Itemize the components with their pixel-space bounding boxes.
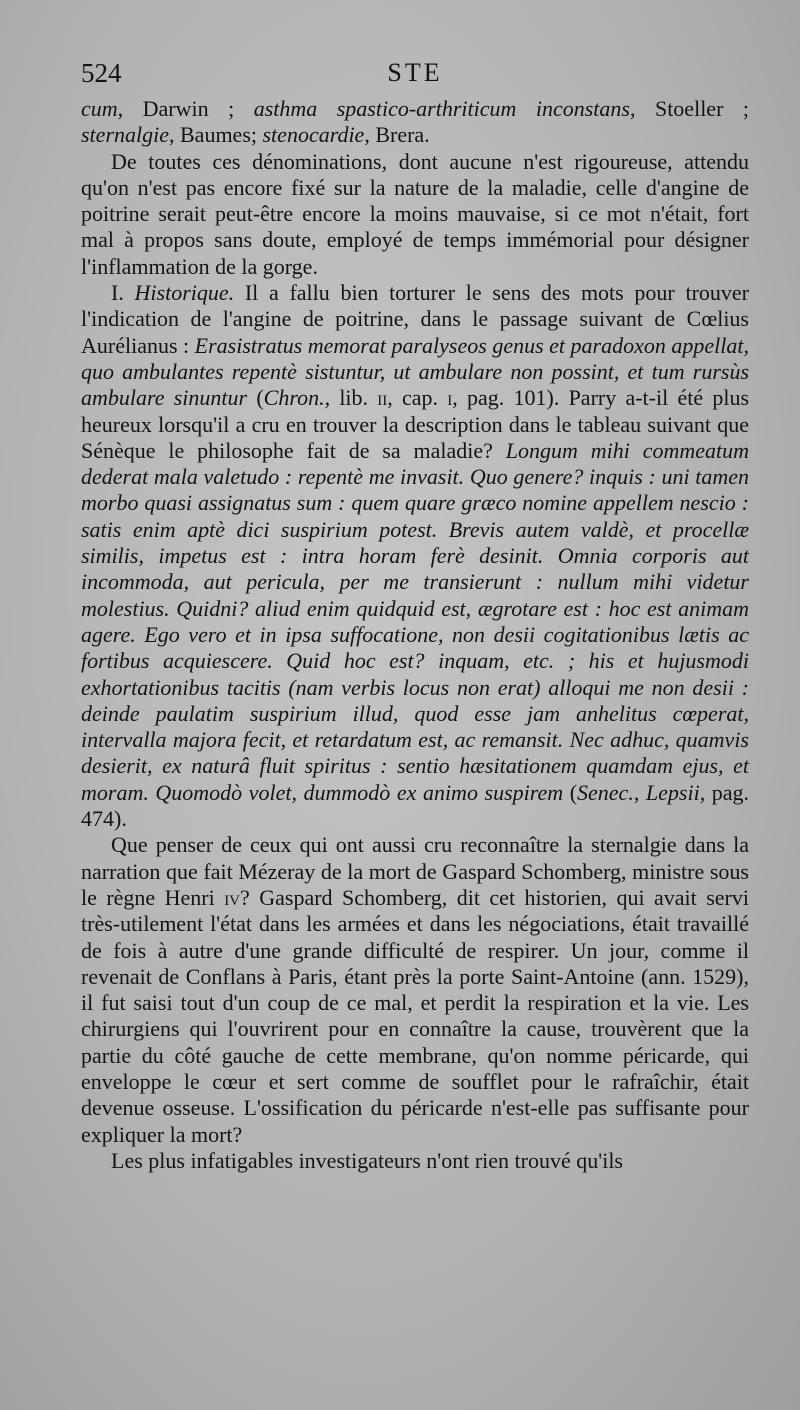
header-title: STE <box>387 58 443 87</box>
text-run: , Darwin ; <box>117 96 254 121</box>
italic-run: sternalgie <box>81 122 169 148</box>
text-run: Il a fallu bien torturer le sens des mots pour trouver l'indication de l'angine de poitrine, dans le passage suivant de Cœlius Aurélianus : <box>81 280 749 358</box>
italic-run: Lepsii <box>645 779 700 805</box>
text-run: , Baumes; <box>169 122 263 148</box>
italic-run: stenocardie <box>262 122 365 148</box>
smallcaps-run: iv <box>224 884 241 910</box>
text-run: ( <box>247 385 264 411</box>
paragraph-investigateurs <box>81 1148 749 1174</box>
paragraph-schomberg <box>81 832 749 1148</box>
text-run: ? Gaspard Schomberg, dit cet historien, qui avait servi très-utilement l'état dans les armées et dans les négociations, était travaillé de fois à autre d'une grande difficulté de respirer. Un jour, comme il revenait de Conflans à Paris, étant près la porte Saint-Antoine (ann. 1529), il fut saisi tout d'un coup de ce mal, et perdit la respiration et la vie. Les chirurgiens qui l'ouvrirent pour en connaître la cause, trouvèrent que la partie du côté gauche de cette membrane, qu'on nomme péricarde, qui enveloppe le cœur et sert comme de soufflet pour le rafraîchir, était devenue osseuse. L'ossification du péricarde n'est-elle pas suffisante pour expliquer la mort? <box>81 884 749 1147</box>
text-run: , lib. <box>324 385 378 411</box>
body-text <box>81 96 749 1174</box>
italic-run: cum <box>81 96 118 121</box>
italic-run: asthma spastico-arthriticum inconstans <box>253 96 630 121</box>
text-run: De toutes ces dénominations, dont aucune n'est rigoureuse, attendu qu'on n'est pas encore fixé sur la nature de la maladie, celle d'angine de poitrine serait peut-être encore la moins mauvaise, si ce mot n'était, fort mal à propos sans doute, employé de temps immémorial pour désigner l'inflammation de la gorge. <box>81 148 749 279</box>
text-run: , Brera. <box>364 122 430 148</box>
italic-run: Chron. <box>263 385 325 411</box>
paragraph-denominations <box>81 149 749 280</box>
text-run: , <box>633 779 646 805</box>
text-run: I. <box>111 280 135 306</box>
text-run: , Stoeller ; <box>629 96 749 121</box>
italic-run: Senec. <box>577 779 634 805</box>
smallcaps-run: i <box>447 385 453 411</box>
text-run: , pag. 101). Parry a-t-il été plus heureux lorsqu'il a cru en trouver la description dans le tableau suivant que Sénèque le philosophe fait de sa maladie? <box>81 385 749 463</box>
page-number: 524 <box>81 58 122 88</box>
text-run: Les plus infatigables investigateurs n'ont rien trouvé qu'ils <box>111 1147 623 1173</box>
paragraph-historique <box>81 280 749 832</box>
text-run: Que penser de ceux qui ont aussi cru reconnaître la sternalgie dans la narration que fait Mézeray de la mort de Gaspard Schomberg, ministre sous le règne Henri <box>81 832 749 910</box>
smallcaps-run: ii <box>377 385 388 411</box>
italic-run: Historique. <box>134 280 235 306</box>
text-run: ( <box>563 779 578 805</box>
running-head <box>81 58 749 98</box>
text-run: , cap. <box>387 385 448 411</box>
italic-run: Longum mihi commeatum dederat mala valetudo : repentè me invasit. Quo genere? inquis : uni tamen morbo quasi assignatus sum : quem quare græco nomine appellem nescio : satis enim aptè dici suspirium potest. Brevis autem valdè, et procellæ similis, impetus est : intra horam ferè desinit. Omnia corporis aut incommoda, aut pericula, per me transierunt : nullum mihi videtur molestius. Quidni? aliud enim quidquid est, ægrotare est : hoc est animam agere. Ego vero et in ipsa suffocatione, non desii cogitationibus lætis ac fortibus acquiescere. Quid hoc est? inquam, etc. ; his et hujusmodi exhortationibus tacitis (nam verbis locus non erat) alloqui me non desii : deinde paulatim suspirium illud, quod esse jam anhelitus cœperat, intervalla majora fecit, et retardatum est, ac remansit. Nec adhuc, quamvis desierit, ex naturâ fluit spiritus : sentio hæsitationem quamdam ejus, et moram. Quomodò volet, dummodò ex animo suspirem <box>81 437 749 805</box>
italic-run: Erasistratus memorat paralyseos genus et paradoxon appellat, quo ambulantes repentè sistuntur, ut ambulare non possint, et tum rursùs ambulare sinuntur <box>81 332 749 411</box>
text-run: , pag. 474). <box>81 779 750 832</box>
paragraph-continuation <box>81 96 749 149</box>
